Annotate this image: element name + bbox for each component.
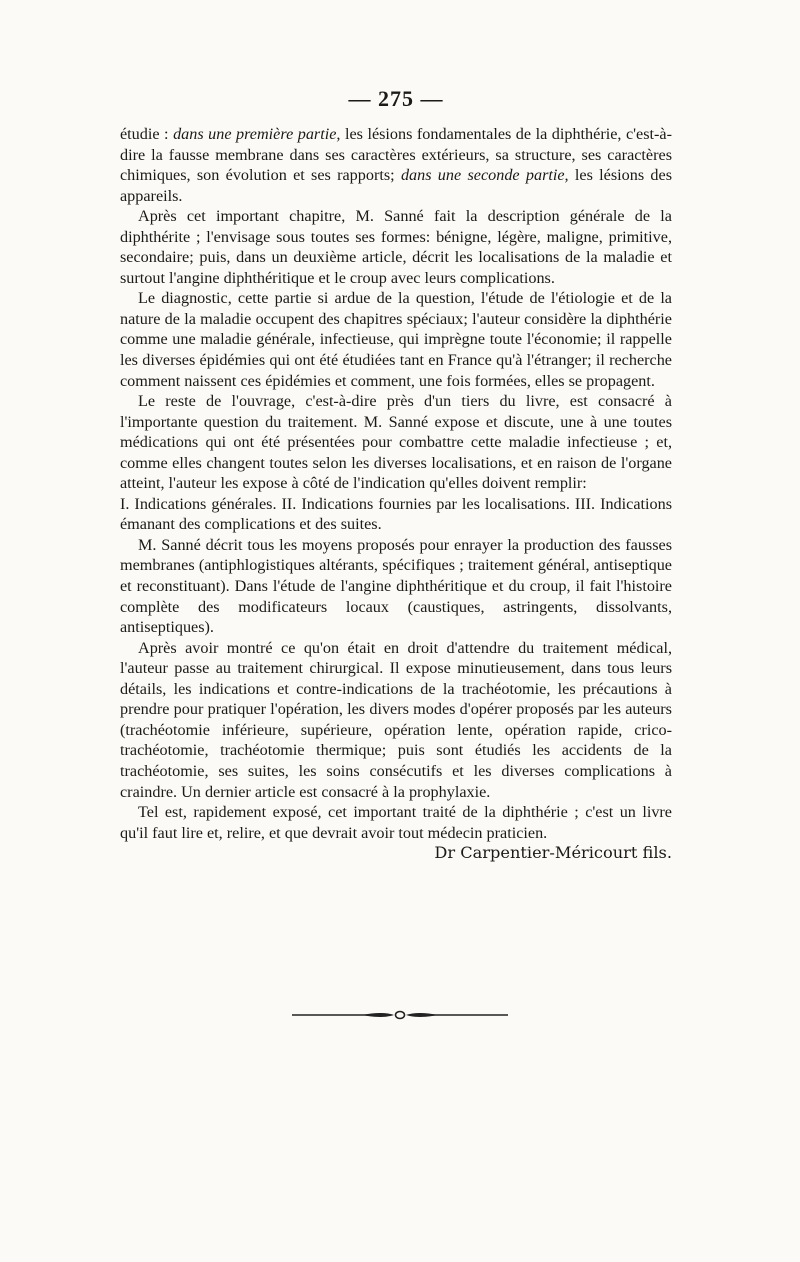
text-run: M. Sanné décrit tous les moyens proposés pour enrayer la production des fausses membranes (antiphlogistiques altérants, spécifiques ; traitement général, antiseptique et reconstituant). Dans l'étude de l'angine diphthéritique et du croup, il fait l'histoire complète des modificateurs locaux (caustiques, astringents, dissolvants, antiseptiques). — [120, 535, 672, 637]
paragraph-p7 — [120, 638, 672, 802]
signature: Dr Carpentier-Méricourt fils. — [434, 843, 672, 863]
paragraph-p4 — [120, 391, 672, 494]
paragraph-p8 — [120, 802, 672, 843]
text-run: Le reste de l'ouvrage, c'est-à-dire près d'un tiers du livre, est consacré à l'importante question du traitement. M. Sanné expose et discute, une à une toutes médications qui ont été présentées pour combattre cette maladie infectieuse ; et, comme elles changent toutes selon les diverses localisations, et en raison de l'organe atteint, l'auteur les expose à côté de l'indication qu'elles doivent remplir: — [120, 392, 672, 493]
paragraph-p1 — [120, 124, 672, 206]
paragraph-p6 — [120, 535, 672, 638]
page-body — [120, 86, 672, 862]
paragraph-p3 — [120, 288, 672, 391]
text-run: Après avoir montré ce qu'on était en droit d'attendre du traitement médical, l'auteur passe au traitement chirurgical. Il expose minutieusement, dans tous leurs détails, les indications et contre-indications de la trachéotomie, les précautions à prendre pour pratiquer l'opération, les divers modes d'opérer proposés par les auteurs (trachéotomie inférieure, supérieure, opération lente, opération rapide, crico-trachéotomie, trachéotomie thermique; puis sont étudiés les accidents de la trachéotomie, ses suites, les soins consécutifs et les diverses complications à craindre. Un dernier article est consacré à la prophylaxie. — [120, 638, 672, 801]
paragraph-p5 — [120, 494, 672, 535]
ornament-divider — [292, 1008, 508, 1022]
text-run: Après cet important chapitre, M. Sanné fait la description générale de la diphthérite ; l'envisage sous toutes ses formes: bénigne, légère, maligne, primitive, secondaire; puis, dans un deuxième article, décrit les localisations de la maladie et surtout l'angine diphthéritique et le croup avec leurs complications. — [120, 207, 672, 287]
text-run: dans une première partie, — [173, 125, 341, 143]
text-run: étudie : — [120, 125, 174, 143]
signature-line — [120, 843, 672, 862]
text-run: les lésions fondamentales de la diphthérie, c'est-à-dire la fausse membrane dans ses caractères extérieurs, sa structure, ses caractères chimiques, son évolution et ses rapports; — [120, 125, 672, 185]
paragraph-p2 — [120, 206, 672, 288]
page-number: — 275 — — [348, 86, 444, 111]
text-run: dans une seconde partie, — [400, 166, 569, 185]
article-text — [120, 124, 672, 843]
text-run: les lésions des appareils. — [120, 166, 672, 205]
text-run: I. Indications générales. II. Indications fournies par les localisations. III. Indications émanant des complications et des suites. — [120, 494, 672, 534]
text-run: Tel est, rapidement exposé, cet important traité de la diphthérie ; c'est un livre qu'il faut lire et, relire, et que devrait avoir tout médecin praticien. — [120, 803, 672, 842]
text-run: Le diagnostic, cette partie si ardue de la question, l'étude de l'étiologie et de la nature de la maladie occupent des chapitres spéciaux; l'auteur considère la diphthérie comme une maladie générale, infectieuse, qui imprègne toute l'économie; il rappelle les diverses épidémies qui ont été étudiées tant en France qu'à l'étranger; il recherche comment naissent ces épidémies et comment, une fois formées, elles se propagent. — [120, 289, 672, 390]
